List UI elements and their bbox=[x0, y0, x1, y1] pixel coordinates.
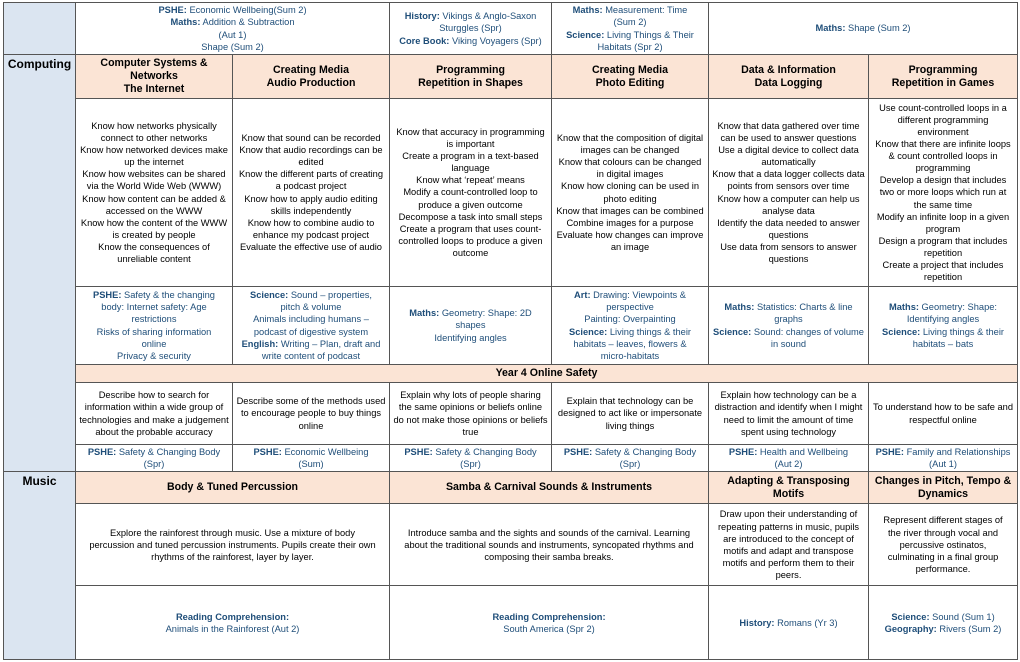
subject-link-text: Safety & Changing Body bbox=[116, 447, 221, 457]
subject-link-text: Drawing: Viewpoints & bbox=[590, 290, 686, 301]
link-line bbox=[872, 326, 1014, 338]
subject-link-text: Shape (Sum 2) bbox=[201, 41, 264, 52]
online-safety-cell: Describe how to search for information within a wide group of technologies and make a judgement about the probable accuracy bbox=[76, 383, 233, 445]
subject-key: Maths: bbox=[572, 5, 603, 16]
subject-link-text: (Aut 1) bbox=[218, 29, 247, 40]
subject-link-text: (Sum) bbox=[298, 459, 324, 470]
link-line bbox=[236, 458, 386, 470]
top-link-cell bbox=[76, 3, 390, 55]
text-line: Creating Media bbox=[592, 63, 668, 76]
music-link-cell bbox=[709, 586, 869, 660]
link-line bbox=[872, 338, 1014, 350]
link-line bbox=[872, 313, 1014, 325]
text-line: Decompose a task into small steps bbox=[398, 211, 543, 222]
subject-link-text: in sound bbox=[770, 338, 807, 349]
computing-unit-header bbox=[390, 55, 552, 99]
subject-link-text: Living Things & Their bbox=[604, 29, 694, 40]
subject-link-text: Risks of sharing information bbox=[96, 326, 212, 337]
computing-unit-header bbox=[869, 55, 1018, 99]
music-link-cell bbox=[76, 586, 390, 660]
link-line bbox=[79, 301, 229, 313]
computing-unit-header bbox=[76, 55, 233, 99]
subject-link-text: Painting: Overpainting bbox=[584, 314, 676, 325]
subject-key: Reading Comprehension: bbox=[175, 611, 290, 622]
text-line: Computer Systems & bbox=[100, 57, 208, 69]
subject-key: PSHE: bbox=[875, 447, 904, 457]
text-line: Know that sound can be recorded bbox=[241, 133, 381, 144]
computing-links-row bbox=[4, 287, 1018, 365]
subject-link-text: Economic Wellbeing(Sum 2) bbox=[186, 5, 307, 16]
subject-link-text: Privacy & security bbox=[117, 350, 191, 361]
subject-link-text: Sturggles (Spr) bbox=[439, 23, 502, 34]
subject-link-text: Sound – properties, bbox=[288, 290, 372, 301]
link-line bbox=[555, 29, 705, 41]
subject-link-text: Writing – Plan, draft and bbox=[278, 338, 381, 349]
curriculum-table bbox=[3, 2, 1018, 660]
online-safety-cell: Explain how technology can be a distraction and identify when I might need to limit the amount of time spent using technology bbox=[709, 383, 869, 445]
link-line bbox=[393, 35, 548, 47]
subject-key: Science: bbox=[569, 326, 608, 337]
computing-objectives-cell bbox=[869, 99, 1018, 287]
text-line: Know how content can be added & accessed on the WWW bbox=[82, 193, 226, 216]
subject-link-text: Addition & Subtraction bbox=[200, 17, 295, 28]
subject-key: PSHE: bbox=[158, 5, 187, 16]
text-line: Use a digital device to collect data automatically bbox=[718, 145, 859, 168]
subject-link-text: Safety & Changing Body bbox=[432, 447, 537, 457]
text-line: Design a program that includes repetition bbox=[878, 235, 1008, 258]
subject-link-text: restrictions bbox=[131, 314, 177, 325]
subject-link-text: (Sum 2) bbox=[613, 17, 647, 28]
link-line bbox=[79, 338, 229, 350]
subject-key: Art: bbox=[574, 290, 591, 301]
text-line: Know that accuracy in programming is important bbox=[396, 126, 545, 150]
text-line: Samba & Carnival Sounds & Instruments bbox=[445, 481, 653, 494]
music-links-row bbox=[4, 586, 1018, 660]
link-line bbox=[712, 617, 865, 629]
link-line bbox=[555, 338, 705, 350]
subject-link-text: Animals including humans – bbox=[253, 314, 369, 325]
text-line: Create a program in a text-based language bbox=[402, 151, 539, 174]
link-line bbox=[712, 338, 865, 350]
link-line bbox=[236, 289, 386, 301]
music-unit-header bbox=[390, 472, 709, 504]
computing-unit-header bbox=[552, 55, 709, 99]
computing-link-cell bbox=[869, 287, 1018, 365]
text-line: Use data from sensors to answer questions bbox=[720, 241, 857, 264]
subject-key: Science: bbox=[882, 326, 921, 337]
text-line: Know how the content of the WWW is created by people bbox=[80, 217, 228, 240]
safety-link-cell bbox=[552, 445, 709, 472]
music-unit-header bbox=[76, 472, 390, 504]
link-line bbox=[393, 611, 705, 623]
music-unit-header bbox=[709, 472, 869, 504]
safety-link-cell bbox=[869, 445, 1018, 472]
computing-objectives-row bbox=[4, 99, 1018, 287]
safety-link-cell bbox=[390, 445, 552, 472]
subject-key: English: bbox=[241, 338, 279, 349]
subject-key: Geography: bbox=[884, 623, 937, 634]
link-line bbox=[555, 326, 705, 338]
music-link-cell bbox=[869, 586, 1018, 660]
text-line: Evaluate the effective use of audio bbox=[240, 241, 382, 252]
computing-objectives-cell bbox=[233, 99, 390, 287]
text-line: Know how cloning can be used in photo editing bbox=[561, 181, 699, 204]
link-line bbox=[79, 16, 386, 28]
subject-key: Maths: bbox=[724, 302, 755, 313]
link-line bbox=[393, 319, 548, 331]
link-line bbox=[872, 623, 1014, 635]
link-line bbox=[393, 623, 705, 635]
link-line bbox=[79, 326, 229, 338]
music-description-cell: Introduce samba and the sights and sounds of the carnival. Learning about the traditional sounds and instruments, syncopated rhythms and composing their samba breaks. bbox=[390, 504, 709, 586]
safety-link-cell bbox=[76, 445, 233, 472]
online-safety-cell: Explain why lots of people sharing the same opinions or beliefs online do not make those opinions or beliefs true bbox=[390, 383, 552, 445]
text-line: Programming bbox=[436, 63, 505, 76]
link-line bbox=[393, 10, 548, 22]
computing-subject-label: Computing bbox=[4, 55, 76, 472]
subject-key: Reading Comprehension: bbox=[492, 611, 606, 622]
text-line: Know how a computer can help us analyse data bbox=[717, 193, 860, 216]
subject-link-text: Identifying angles bbox=[906, 314, 980, 325]
link-line bbox=[79, 289, 229, 301]
link-line bbox=[393, 22, 548, 34]
link-line bbox=[555, 301, 705, 313]
subject-link-text: micro-habitats bbox=[600, 350, 660, 361]
link-line bbox=[79, 623, 386, 635]
link-line bbox=[236, 350, 386, 362]
computing-link-cell bbox=[390, 287, 552, 365]
text-line: Combine images for a purpose bbox=[566, 217, 694, 228]
link-line bbox=[555, 41, 705, 53]
subject-key: Science: bbox=[250, 290, 289, 301]
computing-objectives-cell bbox=[76, 99, 233, 287]
text-line: Develop a design that includes two or more loops which run at the same time bbox=[879, 175, 1007, 210]
subject-link-text: shapes bbox=[455, 320, 486, 331]
link-line bbox=[79, 29, 386, 41]
text-line: Repetition in Shapes bbox=[418, 76, 523, 89]
subject-key: Core Book: bbox=[399, 35, 450, 46]
computing-objectives-cell bbox=[552, 99, 709, 287]
computing-link-cell bbox=[76, 287, 233, 365]
text-line: Know that audio recordings can be edited bbox=[239, 145, 383, 168]
subject-link-text: Statistics: Charts & line bbox=[754, 302, 853, 313]
subject-link-text: Health and Wellbeing bbox=[757, 447, 849, 457]
subject-link-text: habitats – bats bbox=[912, 338, 974, 349]
text-line: Evaluate how changes can improve an image bbox=[556, 229, 704, 252]
link-line bbox=[79, 350, 229, 362]
link-line bbox=[79, 313, 229, 325]
online-safety-cell: Describe some of the methods used to encourage people to buy things online bbox=[233, 383, 390, 445]
text-line: Modify an infinite loop in a given program bbox=[876, 211, 1010, 234]
top-row-side-cell bbox=[4, 3, 76, 55]
text-line: Know how networked devices make up the internet bbox=[80, 145, 228, 168]
link-line bbox=[555, 313, 705, 325]
subject-link-text: Safety & the changing bbox=[121, 290, 215, 301]
subject-key: Science: bbox=[713, 326, 752, 337]
text-line: Networks bbox=[130, 70, 178, 82]
link-line bbox=[555, 4, 705, 16]
computing-header-row bbox=[4, 55, 1018, 99]
text-line: Know how websites can be shared via the World Wide Web (WWW) bbox=[82, 169, 226, 192]
link-line bbox=[872, 458, 1014, 470]
subject-key: PSHE: bbox=[563, 447, 593, 457]
link-line bbox=[872, 446, 1014, 458]
subject-link-text: Identifying angles bbox=[434, 332, 507, 343]
subject-link-text: online bbox=[141, 338, 167, 349]
subject-key: PSHE: bbox=[93, 290, 122, 301]
subject-key: Science: bbox=[891, 611, 930, 622]
subject-link-text: graphs bbox=[774, 314, 803, 325]
link-line bbox=[712, 301, 865, 313]
safety-link-cell bbox=[233, 445, 390, 472]
subject-link-text: Vikings & Anglo-Saxon bbox=[439, 11, 537, 22]
subject-key: PSHE: bbox=[728, 447, 758, 457]
subject-link-text: Romans (Yr 3) bbox=[774, 617, 838, 628]
link-line bbox=[79, 4, 386, 16]
text-line: The Internet bbox=[123, 83, 185, 95]
text-line: Repetition in Games bbox=[891, 76, 995, 89]
music-description-cell: Represent different stages of the river through vocal and percussive ostinatos, culminating in a final group performance. bbox=[869, 504, 1018, 586]
text-line: Know that the composition of digital images can be changed bbox=[556, 133, 704, 156]
link-line bbox=[712, 458, 865, 470]
text-line: Identify the data needed to answer questions bbox=[717, 217, 860, 240]
link-line bbox=[79, 446, 229, 458]
online-safety-cell: To understand how to be safe and respectful online bbox=[869, 383, 1018, 445]
subject-key: Maths: bbox=[409, 308, 440, 319]
computing-unit-header bbox=[709, 55, 869, 99]
link-line bbox=[555, 289, 705, 301]
computing-link-cell bbox=[233, 287, 390, 365]
link-line bbox=[79, 611, 386, 623]
subject-key: PSHE: bbox=[87, 447, 117, 457]
online-safety-row bbox=[4, 383, 1018, 445]
subject-link-text: Animals in the Rainforest (Aut 2) bbox=[165, 623, 300, 634]
subject-link-text: podcast of digestive system bbox=[253, 326, 369, 337]
subject-link-text: (Aut 2) bbox=[774, 459, 803, 470]
link-line bbox=[236, 338, 386, 350]
subject-key: PSHE: bbox=[253, 447, 282, 457]
subject-link-text: Economic Wellbeing bbox=[281, 447, 369, 457]
text-line: Adapting & Transposing Motifs bbox=[727, 474, 850, 500]
subject-link-text: Living things & their bbox=[920, 326, 1004, 337]
subject-link-text: (Aut 1) bbox=[929, 459, 957, 470]
link-line bbox=[712, 326, 865, 338]
subject-link-text: Safety & Changing Body bbox=[592, 447, 697, 457]
text-line: Know the consequences of unreliable content bbox=[98, 241, 210, 264]
text-line: Know how to apply audio editing skills independently bbox=[244, 193, 378, 216]
subject-link-text: Geometry: Shape: bbox=[918, 302, 997, 313]
link-line bbox=[872, 301, 1014, 313]
online-safety-cell: Explain that technology can be designed to act like or impersonate living things bbox=[552, 383, 709, 445]
link-line bbox=[555, 16, 705, 28]
subject-link-text: Living things & their bbox=[607, 326, 691, 337]
safety-link-cell bbox=[709, 445, 869, 472]
text-line: Modify a count-controlled loop to produce a given outcome bbox=[403, 187, 538, 210]
text-line: Create a program that uses count-controlled loops to produce a given outcome bbox=[398, 223, 543, 258]
subject-link-text: (Spr) bbox=[460, 459, 481, 470]
subject-link-text: (Spr) bbox=[143, 459, 165, 470]
online-safety-band-row bbox=[4, 365, 1018, 383]
link-line bbox=[555, 446, 705, 458]
subject-key: Maths: bbox=[889, 302, 919, 313]
subject-link-text: Measurement: Time bbox=[602, 5, 688, 16]
music-unit-header bbox=[869, 472, 1018, 504]
music-description-cell: Draw upon their understanding of repeating patterns in music, pupils are introduced to the concept of motifs and adapt and transpose motifs and perform them to their peers. bbox=[709, 504, 869, 586]
link-line bbox=[79, 41, 386, 53]
computing-link-cell bbox=[709, 287, 869, 365]
text-line: Know that images can be combined bbox=[556, 205, 704, 216]
music-description-cell: Explore the rainforest through music. Use a mixture of body percussion and tuned percussion instruments. Pupils create their own rhythms of the rainforest, layer by layer. bbox=[76, 504, 390, 586]
online-safety-links-row bbox=[4, 445, 1018, 472]
link-line bbox=[236, 446, 386, 458]
link-line bbox=[555, 458, 705, 470]
subject-link-text: Geometry: Shape: 2D bbox=[439, 308, 532, 319]
subject-key: Science: bbox=[566, 29, 605, 40]
text-line: Know that data gathered over time can be used to answer questions bbox=[717, 120, 860, 144]
subject-link-text: Shape (Sum 2) bbox=[845, 23, 911, 34]
computing-objectives-cell bbox=[390, 99, 552, 287]
subject-key: Maths: bbox=[170, 17, 201, 28]
link-line bbox=[555, 350, 705, 362]
text-line: Know what ‘repeat’ means bbox=[416, 175, 525, 186]
computing-unit-header bbox=[233, 55, 390, 99]
subject-link-text: Rivers (Sum 2) bbox=[936, 623, 1002, 634]
online-safety-title: Year 4 Online Safety bbox=[76, 365, 1018, 383]
computing-link-cell bbox=[552, 287, 709, 365]
computing-objectives-cell bbox=[709, 99, 869, 287]
text-line: Photo Editing bbox=[595, 76, 665, 89]
text-line: Know how networks physically connect to other networks bbox=[91, 120, 217, 144]
link-line bbox=[712, 446, 865, 458]
top-link-cell bbox=[552, 3, 709, 55]
text-line: Know how to combine audio to enhance my podcast project bbox=[247, 217, 375, 240]
text-line: Changes in Pitch, Tempo & bbox=[874, 474, 1012, 487]
text-line: Data Logging bbox=[754, 76, 823, 89]
text-line: Dynamics bbox=[917, 487, 969, 500]
link-line bbox=[79, 458, 229, 470]
text-line: Audio Production bbox=[266, 76, 356, 89]
music-description-row bbox=[4, 504, 1018, 586]
text-line: Know the different parts of creating a podcast project bbox=[238, 169, 383, 192]
subject-link-text: Viking Voyagers (Spr) bbox=[449, 35, 542, 46]
text-line: Body & Tuned Percussion bbox=[166, 481, 299, 494]
subject-link-text: pitch & volume bbox=[280, 302, 342, 313]
link-line bbox=[236, 301, 386, 313]
subject-key: History: bbox=[739, 617, 775, 628]
link-line bbox=[236, 326, 386, 338]
text-line: Programming bbox=[908, 63, 978, 76]
top-link-cell bbox=[709, 3, 1018, 55]
music-link-cell bbox=[390, 586, 709, 660]
subject-key: PSHE: bbox=[404, 447, 433, 457]
text-line: Know that a data logger collects data points from sensors over time bbox=[712, 169, 865, 192]
subject-link-text: write content of podcast bbox=[261, 350, 361, 361]
subject-link-text: South America (Spr 2) bbox=[503, 623, 595, 634]
subject-link-text: (Spr) bbox=[619, 459, 641, 470]
subject-key: Maths: bbox=[815, 23, 846, 34]
text-line: Creating Media bbox=[273, 63, 349, 76]
subject-link-text: Family and Relationships bbox=[903, 447, 1011, 457]
subject-link-text: Sound: changes of volume bbox=[751, 326, 864, 337]
link-line bbox=[712, 313, 865, 325]
text-line: Create a project that includes repetition bbox=[882, 260, 1004, 283]
top-link-cell bbox=[390, 3, 552, 55]
text-line: Know that colours can be changed in digital images bbox=[558, 157, 702, 180]
subject-key: History: bbox=[404, 11, 440, 22]
link-line bbox=[393, 332, 548, 344]
subject-link-text: habitats – leaves, flowers & bbox=[573, 338, 687, 349]
subject-link-text: perspective bbox=[606, 302, 654, 313]
subject-link-text: body: Internet safety: Age bbox=[101, 302, 207, 313]
link-line bbox=[236, 313, 386, 325]
music-header-row bbox=[4, 472, 1018, 504]
text-line: Data & Information bbox=[741, 63, 836, 76]
subject-link-text: Habitats (Spr 2) bbox=[597, 41, 663, 52]
subject-link-text: Sound (Sum 1) bbox=[929, 611, 995, 622]
link-line bbox=[393, 458, 548, 470]
link-line bbox=[393, 307, 548, 319]
text-line: Know that there are infinite loops & count controlled loops in programming bbox=[875, 139, 1011, 174]
top-links-row bbox=[4, 3, 1018, 55]
link-line bbox=[872, 611, 1014, 623]
link-line bbox=[393, 446, 548, 458]
music-subject-label: Music bbox=[4, 472, 76, 660]
link-line bbox=[712, 22, 1014, 34]
text-line: Use count-controlled loops in a different programming environment bbox=[879, 102, 1007, 137]
